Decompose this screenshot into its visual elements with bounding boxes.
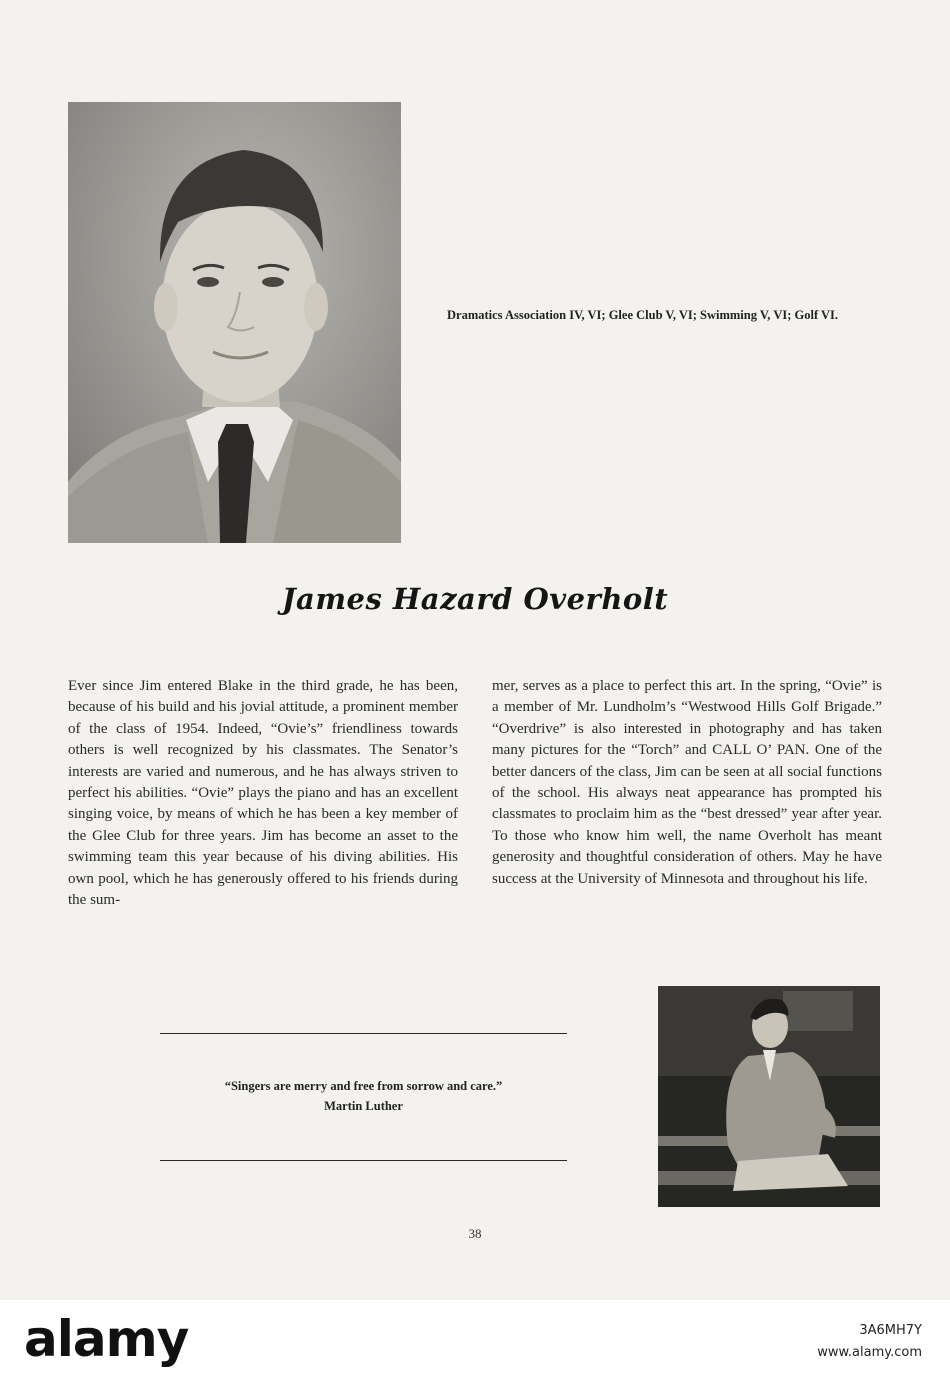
- quote-bottom-rule: [160, 1160, 567, 1161]
- candid-photo: [658, 986, 880, 1207]
- quote-block: [160, 1076, 567, 1116]
- quote-author: Martin Luther: [324, 1099, 403, 1113]
- alamy-logo: alamy: [24, 1310, 189, 1368]
- quote-text: “Singers are merry and free from sorrow and care.”: [224, 1079, 503, 1093]
- activities-list: Dramatics Association IV, VI; Glee Club V, VI; Swimming V, VI; Golf VI.: [447, 308, 839, 322]
- senior-portrait-photo: [68, 102, 401, 543]
- watermark-info: [817, 1320, 922, 1364]
- watermark-site: www.alamy.com: [817, 1345, 922, 1360]
- quote-top-rule: [160, 1033, 567, 1034]
- image-id: 3A6MH7Y: [859, 1323, 922, 1338]
- biography-column-right: mer, serves as a place to perfect this art. In the spring, “Ovie” is a member of Mr. Lundholm’s “Westwood Hills Golf Brigade.” “Overdrive” is also interested in photography and has taken many pictures for the “Torch” and CALL O’ PAN. One of the better dancers of the class, Jim can be seen at all social functions of the school. His always neat appearance has prompted his classmates to proclaim him as the “best dressed” year after year. To those who know him well, the name Overholt has meant generosity and thoughtful consideration of others. May he have success at the University of Minnesota and throughout his life.: [492, 678, 882, 887]
- student-name: James Hazard Overholt: [281, 582, 669, 616]
- candid-illustration: [658, 986, 880, 1207]
- page-number: 38: [468, 1226, 482, 1241]
- portrait-illustration: [68, 102, 401, 543]
- biography-column-left: Ever since Jim entered Blake in the third grade, he has been, because of his build and his jovial attitude, a prominent member of the class of 1954. Indeed, “Ovie’s” friendliness towards others is well recognized by his classmates. The Senator’s interests are varied and numerous, and he has always striven to perfect his abilities. “Ovie” plays the piano and has an excellent singing voice, by means of which he has been a key member of the Glee Club for three years. Jim has become an asset to the swimming team this year because of his diving abilities. His own pool, which he has generously offered to his friends during the sum-: [68, 678, 458, 909]
